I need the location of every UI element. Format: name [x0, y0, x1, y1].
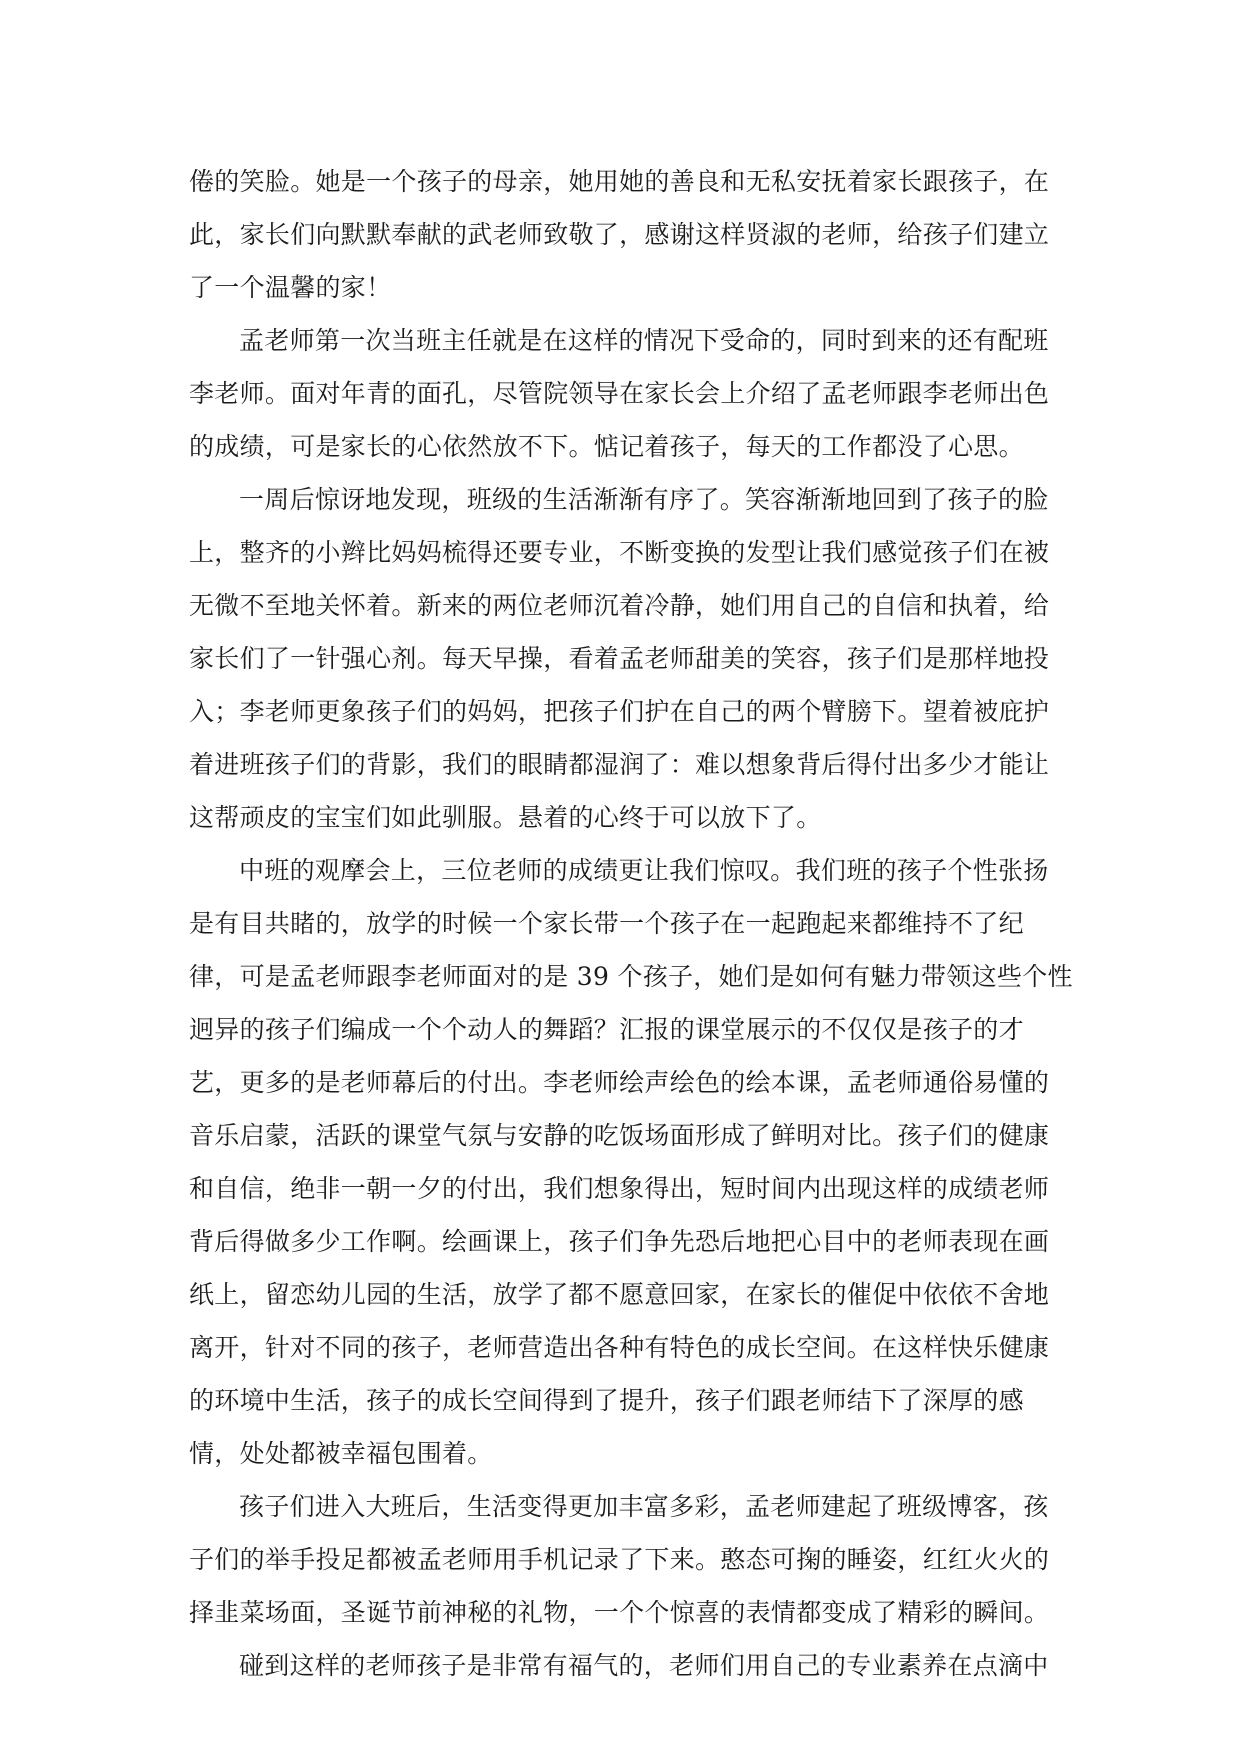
text-line: 艺，更多的是老师幕后的付出。李老师绘声绘色的绘本课，孟老师通俗易懂的 — [189, 1068, 1050, 1097]
text-line: 此，家长们向默默奉献的武老师致敬了，感谢这样贤淑的老师，给孩子们建立 — [189, 220, 1050, 249]
text-line: 了一个温馨的家！ — [189, 273, 392, 302]
text-line: 情，处处都被幸福包围着。 — [189, 1439, 493, 1468]
body-text — [189, 155, 1089, 1692]
text-line: 背后得做多少工作啊。绘画课上，孩子们争先恐后地把心目中的老师表现在画 — [189, 1227, 1050, 1256]
paragraph-start-line: 中班的观摩会上，三位老师的成绩更让我们惊叹。我们班的孩子个性张扬 — [239, 856, 1049, 885]
text-line: 入；李老师更象孩子们的妈妈，把孩子们护在自己的两个臂膀下。望着被庇护 — [189, 697, 1050, 726]
text-line: 家长们了一针强心剂。每天早操，看着孟老师甜美的笑容，孩子们是那样地投 — [189, 644, 1050, 673]
text-line: 纸上，留恋幼儿园的生活，放学了都不愿意回家，在家长的催促中依依不舍地 — [189, 1280, 1050, 1309]
text-line: 倦的笑脸。她是一个孩子的母亲，她用她的善良和无私安抚着家长跟孩子，在 — [189, 167, 1050, 196]
text-line: 这帮顽皮的宝宝们如此驯服。悬着的心终于可以放下了。 — [189, 803, 822, 832]
text-line: 律，可是孟老师跟李老师面对的是 39 个孩子，她们是如何有魅力带领这些个性 — [189, 962, 1073, 991]
paragraph-start-line: 碰到这样的老师孩子是非常有福气的，老师们用自己的专业素养在点滴中 — [239, 1651, 1049, 1680]
paragraph-start-line: 一周后惊讶地发现，班级的生活渐渐有序了。笑容渐渐地回到了孩子的脸 — [239, 485, 1049, 514]
text-line: 着进班孩子们的背影，我们的眼睛都湿润了：难以想象背后得付出多少才能让 — [189, 750, 1050, 779]
text-line: 上，整齐的小辫比妈妈梳得还要专业，不断变换的发型让我们感觉孩子们在被 — [189, 538, 1050, 567]
text-line: 迥异的孩子们编成一个个动人的舞蹈？汇报的课堂展示的不仅仅是孩子的才 — [189, 1015, 1024, 1044]
text-line: 择韭菜场面，圣诞节前神秘的礼物，一个个惊喜的表情都变成了精彩的瞬间。 — [189, 1598, 1050, 1627]
text-line: 李老师。面对年青的面孔，尽管院领导在家长会上介绍了孟老师跟李老师出色 — [189, 379, 1050, 408]
paragraph-start-line: 孟老师第一次当班主任就是在这样的情况下受命的，同时到来的还有配班 — [239, 326, 1049, 355]
text-line: 音乐启蒙，活跃的课堂气氛与安静的吃饭场面形成了鲜明对比。孩子们的健康 — [189, 1121, 1050, 1150]
text-line: 的成绩，可是家长的心依然放不下。惦记着孩子，每天的工作都没了心思。 — [189, 432, 1024, 461]
text-line: 的环境中生活，孩子的成长空间得到了提升，孩子们跟老师结下了深厚的感 — [189, 1386, 1024, 1415]
text-line: 离开，针对不同的孩子，老师营造出各种有特色的成长空间。在这样快乐健康 — [189, 1333, 1050, 1362]
paragraph-start-line: 孩子们进入大班后，生活变得更加丰富多彩，孟老师建起了班级博客，孩 — [239, 1492, 1049, 1521]
text-line: 和自信，绝非一朝一夕的付出，我们想象得出，短时间内出现这样的成绩老师 — [189, 1174, 1050, 1203]
text-line: 是有目共睹的，放学的时候一个家长带一个孩子在一起跑起来都维持不了纪 — [189, 909, 1024, 938]
text-line: 子们的举手投足都被孟老师用手机记录了下来。憨态可掬的睡姿，红红火火的 — [189, 1545, 1050, 1574]
text-line: 无微不至地关怀着。新来的两位老师沉着冷静，她们用自己的自信和执着，给 — [189, 591, 1050, 620]
